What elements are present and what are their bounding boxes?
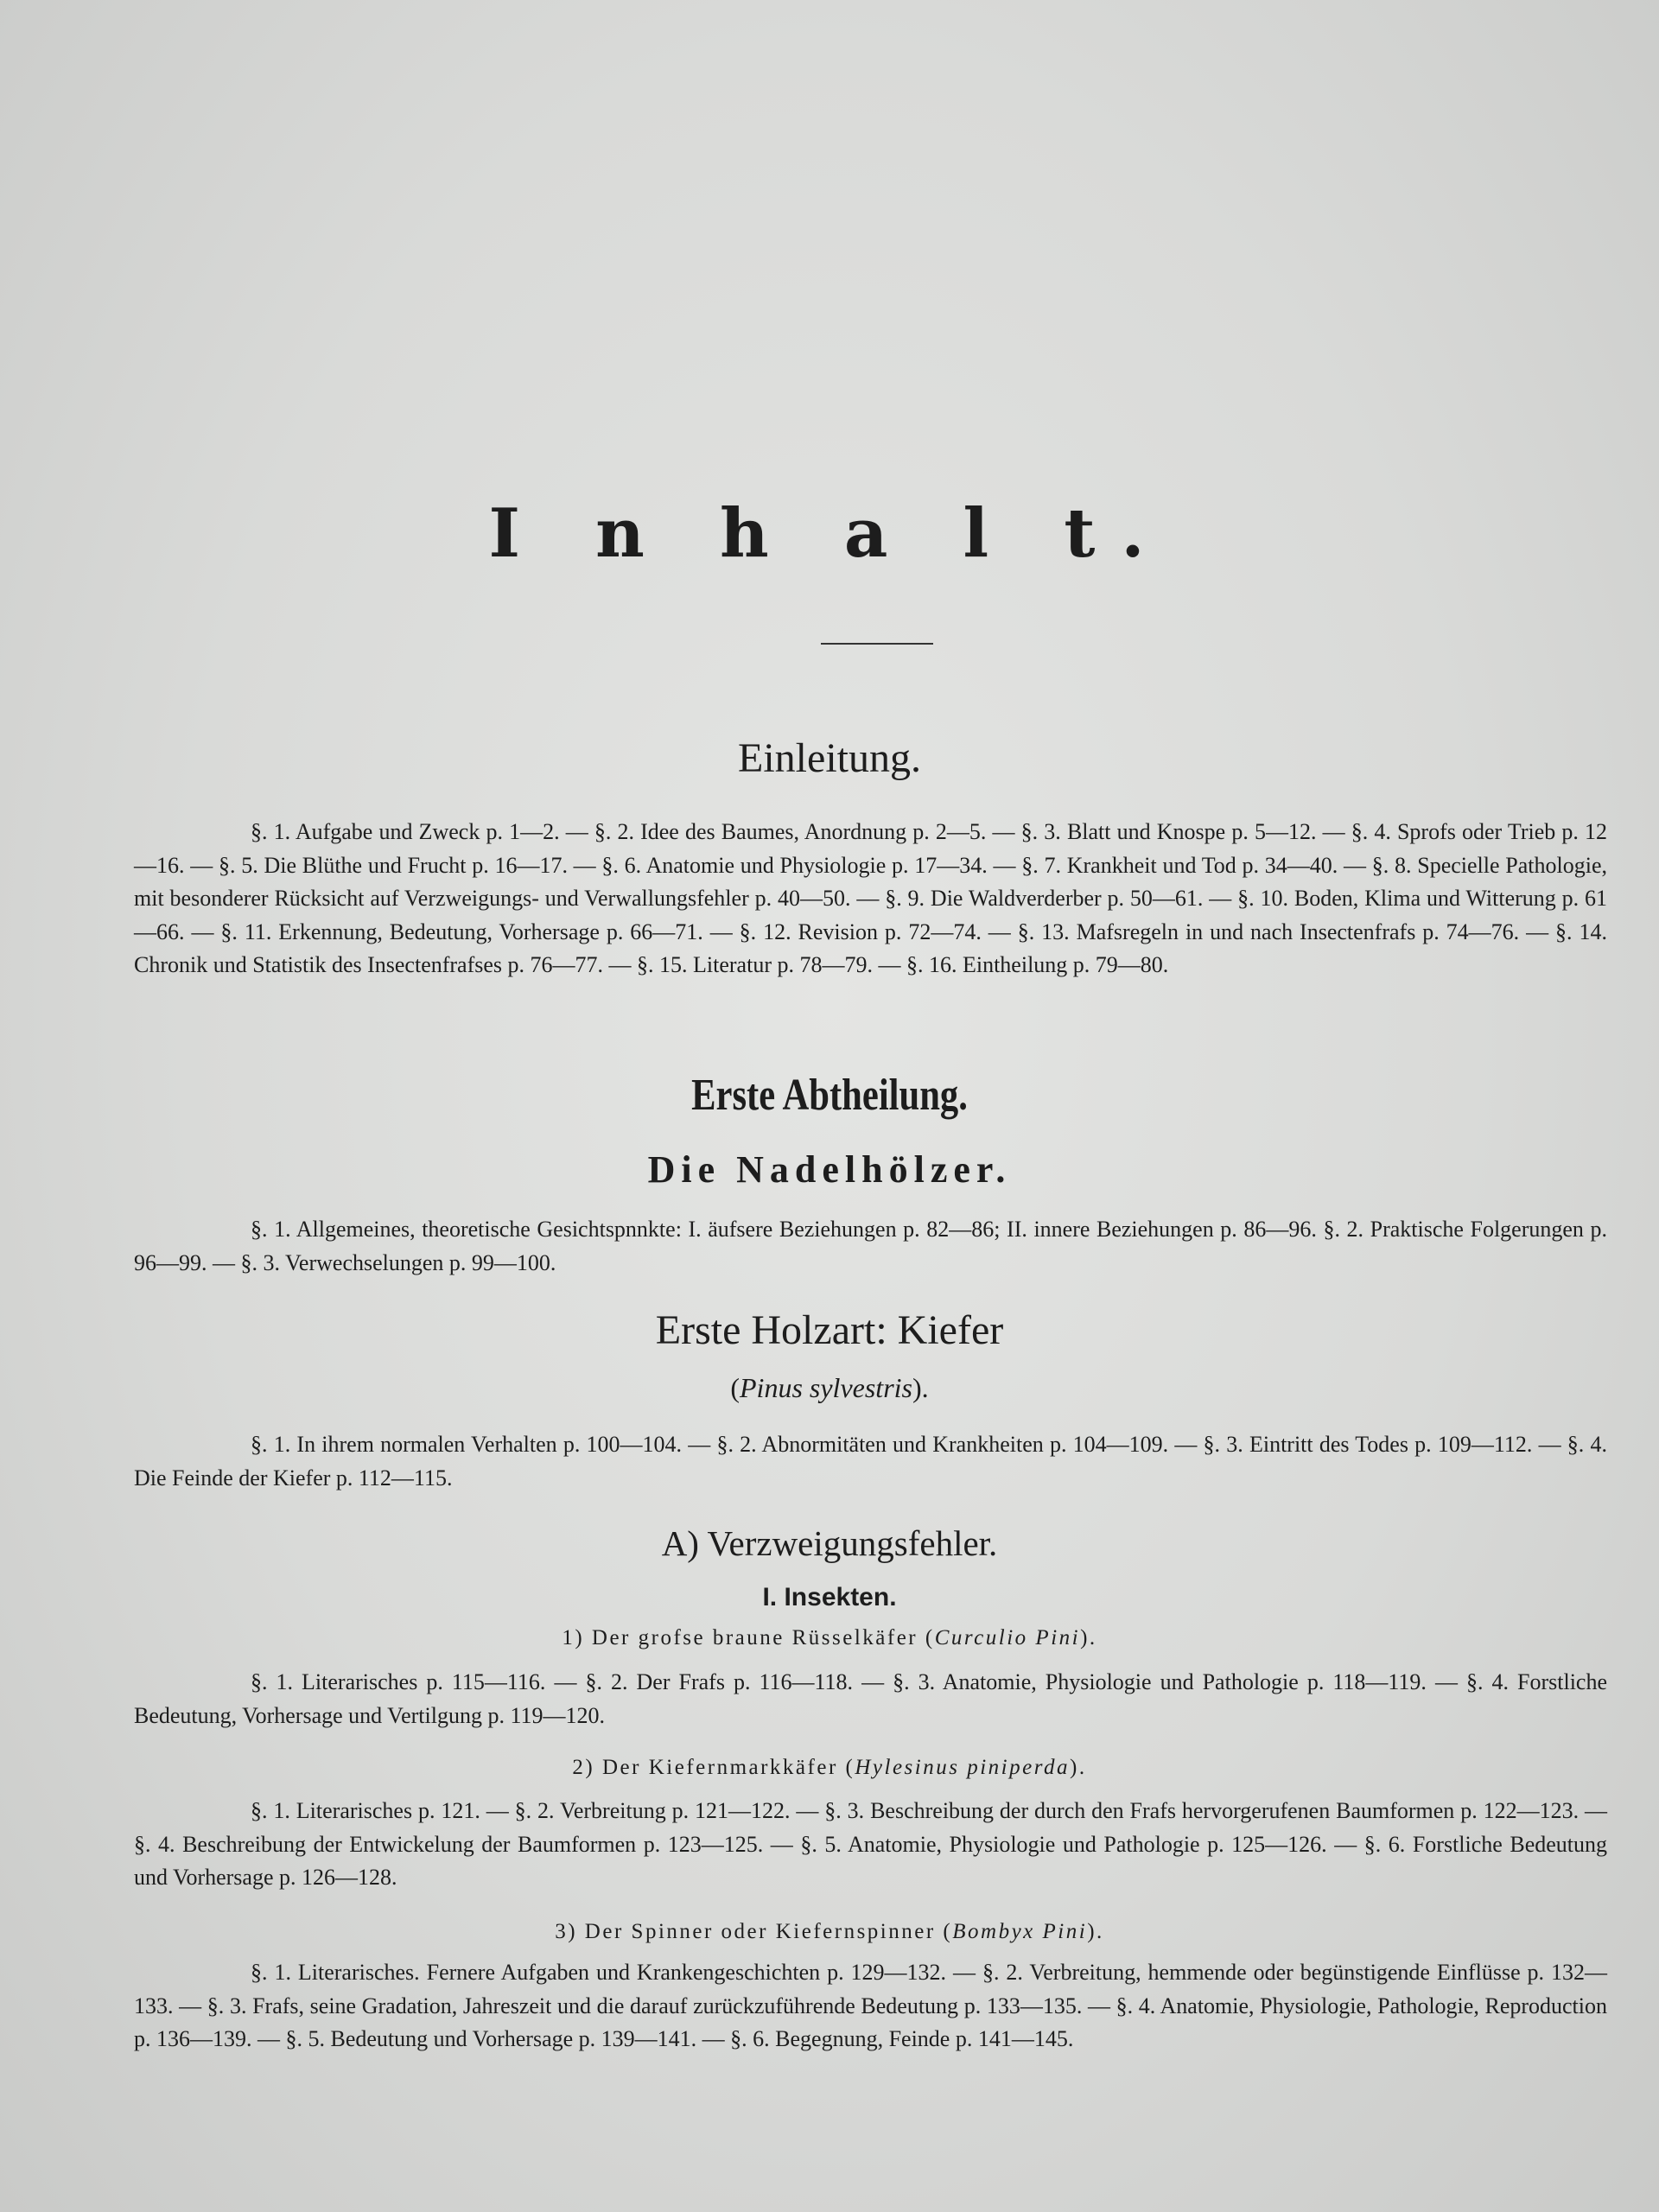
subsection-contents: §. 1. Literarisches. Fernere Aufgaben und Krankengeschichten p. 129—132. — §. 2. Verbreitung, hemmende oder begünstigende Einflüsse p. 132—133. — §. 3. Frafs, seine Gradation, Jahreszeit und die darauf zurückzuführende Bedeutung p. 133—135. — §. 4. Anatomie, Physiologie, Pathologie, Reproduction p. 136—139. — §. 5. Bedeutung und Vorhersage p. 139—141. — §. 6. Begegnung, Feinde p. 141—145. (134, 1960, 1607, 2051)
latin-name: Hylesinus piniperda (855, 1756, 1070, 1779)
kiefer-heading: Erste Holzart: Kiefer (655, 1307, 1004, 1353)
einleitung-contents: §. 1. Aufgabe und Zweck p. 1—2. — §. 2. Idee des Baumes, Anordnung p. 2—5. — §. 3. Blatt und Knospe p. 5—12. — §. 4. Sprofs oder Trieb p. 12—16. — §. 5. Die Blüthe und Frucht p. 16—17. — §. 6. Anatomie und Physiologie p. 17—34. — §. 7. Krankheit und Tod p. 34—40. — §. 8. Specielle Pathologie, mit besonderer Rücksicht auf Verzweigungs- und Verwallungsfehler p. 40—50. — §. 9. Die Waldverderber p. 50—61. — §. 10. Boden, Klima und Witterung p. 61—66. — §. 11. Erkennung, Bedeutung, Vorhersage p. 66—71. — §. 12. Revision p. 72—74. — §. 13. Mafsregeln in und nach Insectenfrafs p. 74—76. — §. 14. Chronik und Statistik des Insectenfrafses p. 76—77. — §. 15. Literatur p. 78—79. — §. 16. Eintheilung p. 79—80. (134, 819, 1607, 977)
kiefer-contents: §. 1. In ihrem normalen Verhalten p. 100—104. — §. 2. Abnormitäten und Krankheiten p. 104—109. — §. 3. Eintritt des Todes p. 109—112. — §. 4. Die Feinde der Kiefer p. 112—115. (134, 1432, 1607, 1491)
subsection-contents: §. 1. Literarisches p. 115—116. — §. 2. Der Frafs p. 116—118. — §. 3. Anatomie, Physiologie und Pathologie p. 118—119. — §. 4. Forstliche Bedeutung, Vorhersage und Vertilgung p. 119—120. (134, 1669, 1607, 1728)
kiefer-latin-name: (Pinus sylvestris). (730, 1372, 929, 1403)
latin-name: Bombyx Pini (952, 1920, 1088, 1943)
abtheilung-heading: Erste Abtheilung. (691, 1071, 968, 1120)
einleitung-heading: Einleitung. (738, 735, 921, 781)
title-divider (821, 643, 933, 645)
insekten-heading: I. Insekten. (762, 1583, 897, 1611)
subsection-heading: 2) Der Kiefernmarkkäfer (Hylesinus piniperda). (572, 1756, 1087, 1779)
verzweigungsfehler-heading: A) Verzweigungsfehler. (661, 1523, 998, 1563)
subsection-contents: §. 1. Literarisches p. 121. — §. 2. Verbreitung p. 121—122. — §. 3. Beschreibung der durch den Frafs hervorgerufenen Baumformen p. 122—123. — §. 4. Beschreibung der Entwickelung der Baumformen p. 123—125. — §. 5. Anatomie, Physiologie und Pathologie p. 125—126. — §. 6. Forstliche Bedeutung und Vorhersage p. 126—128. (134, 1798, 1607, 1890)
latin-name: Curculio Pini (934, 1626, 1081, 1649)
nadelhoelzer-contents: §. 1. Allgemeines, theoretische Gesichtspnnkte: I. äufsere Beziehungen p. 82—86; II. innere Beziehungen p. 86—96. §. 2. Praktische Folgerungen p. 96—99. — §. 3. Verwechselungen p. 99—100. (134, 1217, 1607, 1275)
latin-name: Pinus sylvestris (740, 1372, 912, 1403)
subsection-heading: 1) Der grofse braune Rüsselkäfer (Curculio Pini). (562, 1626, 1097, 1649)
subsection-heading: 3) Der Spinner oder Kiefernspinner (Bombyx Pini). (555, 1920, 1104, 1943)
nadelhoelzer-heading: Die Nadelhölzer. (647, 1148, 1012, 1191)
page-title: I n h a l t. (488, 494, 1171, 573)
